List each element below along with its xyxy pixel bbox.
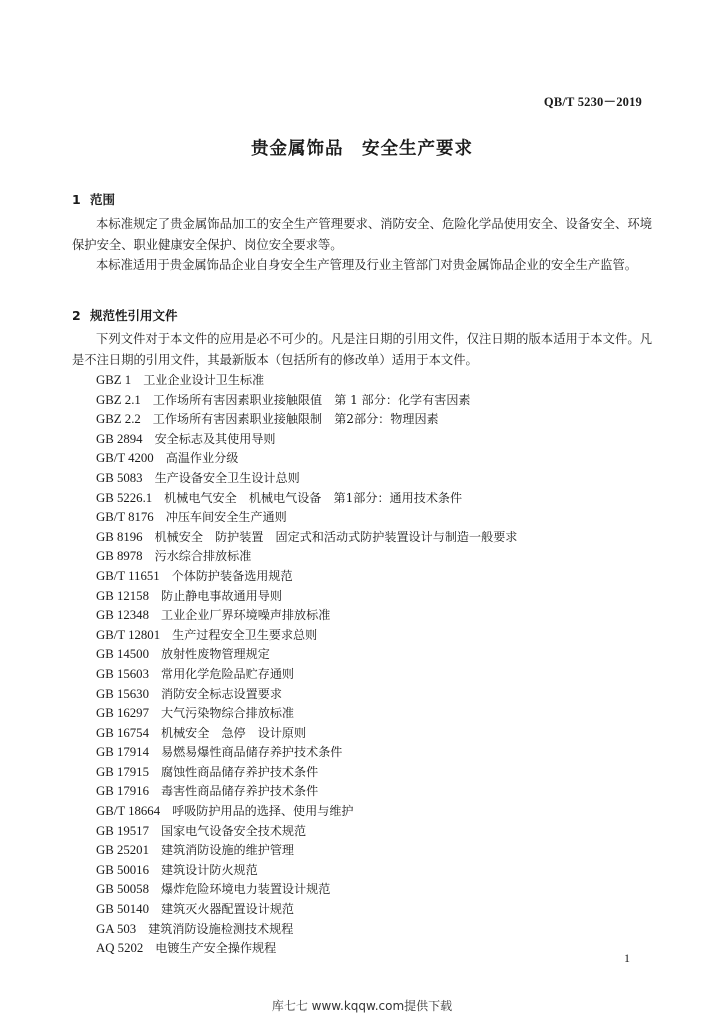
reference-title: 生产设备安全卫生设计总则 [154, 470, 300, 485]
reference-item [96, 900, 517, 920]
page-number: 1 [624, 951, 630, 965]
reference-item [96, 606, 517, 626]
reference-code: GB 17914 [96, 745, 149, 760]
reference-item [96, 861, 517, 881]
reference-code: GB 15630 [96, 686, 149, 701]
reference-code: GB 19517 [96, 823, 149, 838]
reference-code: GB 8978 [96, 549, 143, 564]
reference-code: GB 50058 [96, 882, 149, 897]
reference-item [96, 763, 517, 783]
section-2-number: 2 [72, 308, 81, 323]
reference-title: 建筑消防设施检测技术规程 [148, 921, 294, 936]
reference-title: 建筑设计防火规范 [160, 862, 258, 877]
reference-code: GB/T 18664 [96, 804, 161, 819]
reference-item [96, 508, 517, 528]
reference-item [96, 449, 517, 469]
reference-item [96, 920, 517, 940]
section-1-paragraph-1: 本标准规定了贵金属饰品加工的安全生产管理要求、消防安全、危险化学品使用安全、设备安全、环境保护安全、职业健康安全保护、岗位安全要求等。 [72, 217, 652, 252]
reference-code: GB 50016 [96, 862, 149, 877]
reference-title: 冲压车间安全生产通则 [165, 510, 287, 525]
reference-title: 国家电气设备安全技术规范 [160, 823, 307, 838]
reference-item [96, 841, 517, 861]
reference-title: 工作场所有害因素职业接触限值 第 1 部分：化学有害因素 [152, 392, 471, 407]
reference-item [96, 743, 517, 763]
reference-item [96, 567, 517, 587]
section-1-number: 1 [72, 192, 81, 207]
reference-code: GB 5226.1 [96, 490, 153, 505]
section-1-heading [72, 190, 115, 208]
reference-title: 个体防护装备选用规范 [171, 568, 293, 583]
reference-code: GB 17915 [96, 764, 149, 779]
reference-code: GB 2894 [96, 431, 143, 446]
reference-title: 安全标志及其使用导则 [154, 431, 276, 446]
section-1-paragraph-2: 本标准适用于贵金属饰品企业自身安全生产管理及行业主管部门对贵金属饰品企业的安全生产监管。 [96, 258, 638, 272]
reference-title: 机械安全 急停 设计原则 [160, 725, 307, 740]
reference-item [96, 822, 517, 842]
reference-title: 高温作业分级 [165, 451, 239, 466]
reference-item [96, 645, 517, 665]
standard-code: QB/T 5230－2019 [543, 95, 642, 109]
reference-item [96, 685, 517, 705]
reference-code: GBZ 2.2 [96, 412, 141, 427]
reference-code: GB 25201 [96, 843, 149, 858]
reference-code: GB 12158 [96, 588, 149, 603]
reference-item [96, 724, 517, 744]
reference-code: GB 16297 [96, 706, 149, 721]
section-2-title: 规范性引用文件 [90, 308, 178, 323]
reference-code: GB 5083 [96, 470, 143, 485]
reference-item [96, 782, 517, 802]
reference-code: GB 16754 [96, 725, 149, 740]
reference-code: GB/T 8176 [96, 510, 154, 525]
reference-code: GB/T 12801 [96, 627, 161, 642]
reference-code: GBZ 1 [96, 373, 132, 387]
document-title: 贵金属饰品 安全生产要求 [251, 139, 473, 159]
reference-item [96, 802, 517, 822]
reference-item [96, 528, 517, 548]
reference-code: GB 8196 [96, 529, 143, 544]
reference-code: GB 14500 [96, 647, 149, 662]
reference-title: 易燃易爆性商品储存养护技术条件 [160, 745, 343, 760]
normative-references-list [96, 371, 517, 959]
reference-title: 爆炸危险环境电力装置设计规范 [160, 882, 331, 897]
reference-title: 腐蚀性商品储存养护技术条件 [160, 764, 319, 779]
reference-title: 毒害性商品储存养护技术条件 [160, 784, 319, 799]
section-2-heading [72, 306, 178, 324]
reference-code: GB 12348 [96, 608, 149, 623]
reference-title: 工作场所有害因素职业接触限制 第2部分：物理因素 [152, 412, 439, 427]
reference-title: 放射性废物管理规定 [160, 647, 270, 662]
reference-title: 常用化学危险品贮存通则 [160, 666, 295, 681]
reference-item [96, 489, 517, 509]
reference-title: 呼吸防护用品的选择、使用与维护 [172, 804, 354, 819]
reference-item [96, 626, 517, 646]
reference-item [96, 704, 517, 724]
reference-item [96, 665, 517, 685]
reference-item [96, 469, 517, 489]
reference-code: GBZ 2.1 [96, 392, 141, 407]
reference-code: GA 503 [96, 921, 137, 936]
reference-title: 防止静电事故通用导则 [160, 588, 282, 603]
reference-code: GB 50140 [96, 902, 149, 917]
reference-title: 污水综合排放标准 [154, 549, 252, 564]
reference-code: AQ 5202 [96, 941, 144, 956]
reference-title: 工业企业设计卫生标准 [143, 373, 265, 387]
reference-title: 建筑消防设施的维护管理 [160, 843, 295, 858]
download-watermark: 库七七 www.kqqw.com提供下载 [271, 999, 453, 1013]
reference-item [96, 371, 517, 391]
reference-item [96, 391, 517, 411]
reference-code: GB 15603 [96, 666, 149, 681]
reference-title: 建筑灭火器配置设计规范 [160, 902, 295, 917]
section-2-paragraph: 下列文件对于本文件的应用是必不可少的。凡是注日期的引用文件，仅注日期的版本适用于本文件。凡是不注日期的引用文件，其最新版本（包括所有的修改单）适用于本文件。 [72, 332, 652, 367]
reference-title: 消防安全标志设置要求 [160, 686, 282, 701]
reference-item [96, 430, 517, 450]
reference-title: 生产过程安全卫生要求总则 [172, 627, 318, 642]
reference-title: 大气污染物综合排放标准 [160, 706, 295, 721]
reference-item [96, 939, 517, 959]
reference-title: 机械电气安全 机械电气设备 第1部分：通用技术条件 [164, 490, 463, 505]
reference-code: GB/T 11651 [96, 568, 160, 583]
reference-title: 工业企业厂界环境噪声排放标准 [160, 608, 331, 623]
reference-title: 电镀生产安全操作规程 [155, 941, 277, 956]
reference-item [96, 880, 517, 900]
reference-item [96, 547, 517, 567]
reference-item [96, 410, 517, 430]
section-1-title: 范围 [90, 192, 116, 207]
reference-code: GB/T 4200 [96, 451, 154, 466]
reference-item [96, 587, 517, 607]
reference-title: 机械安全 防护装置 固定式和活动式防护装置设计与制造一般要求 [154, 529, 518, 544]
reference-code: GB 17916 [96, 784, 149, 799]
